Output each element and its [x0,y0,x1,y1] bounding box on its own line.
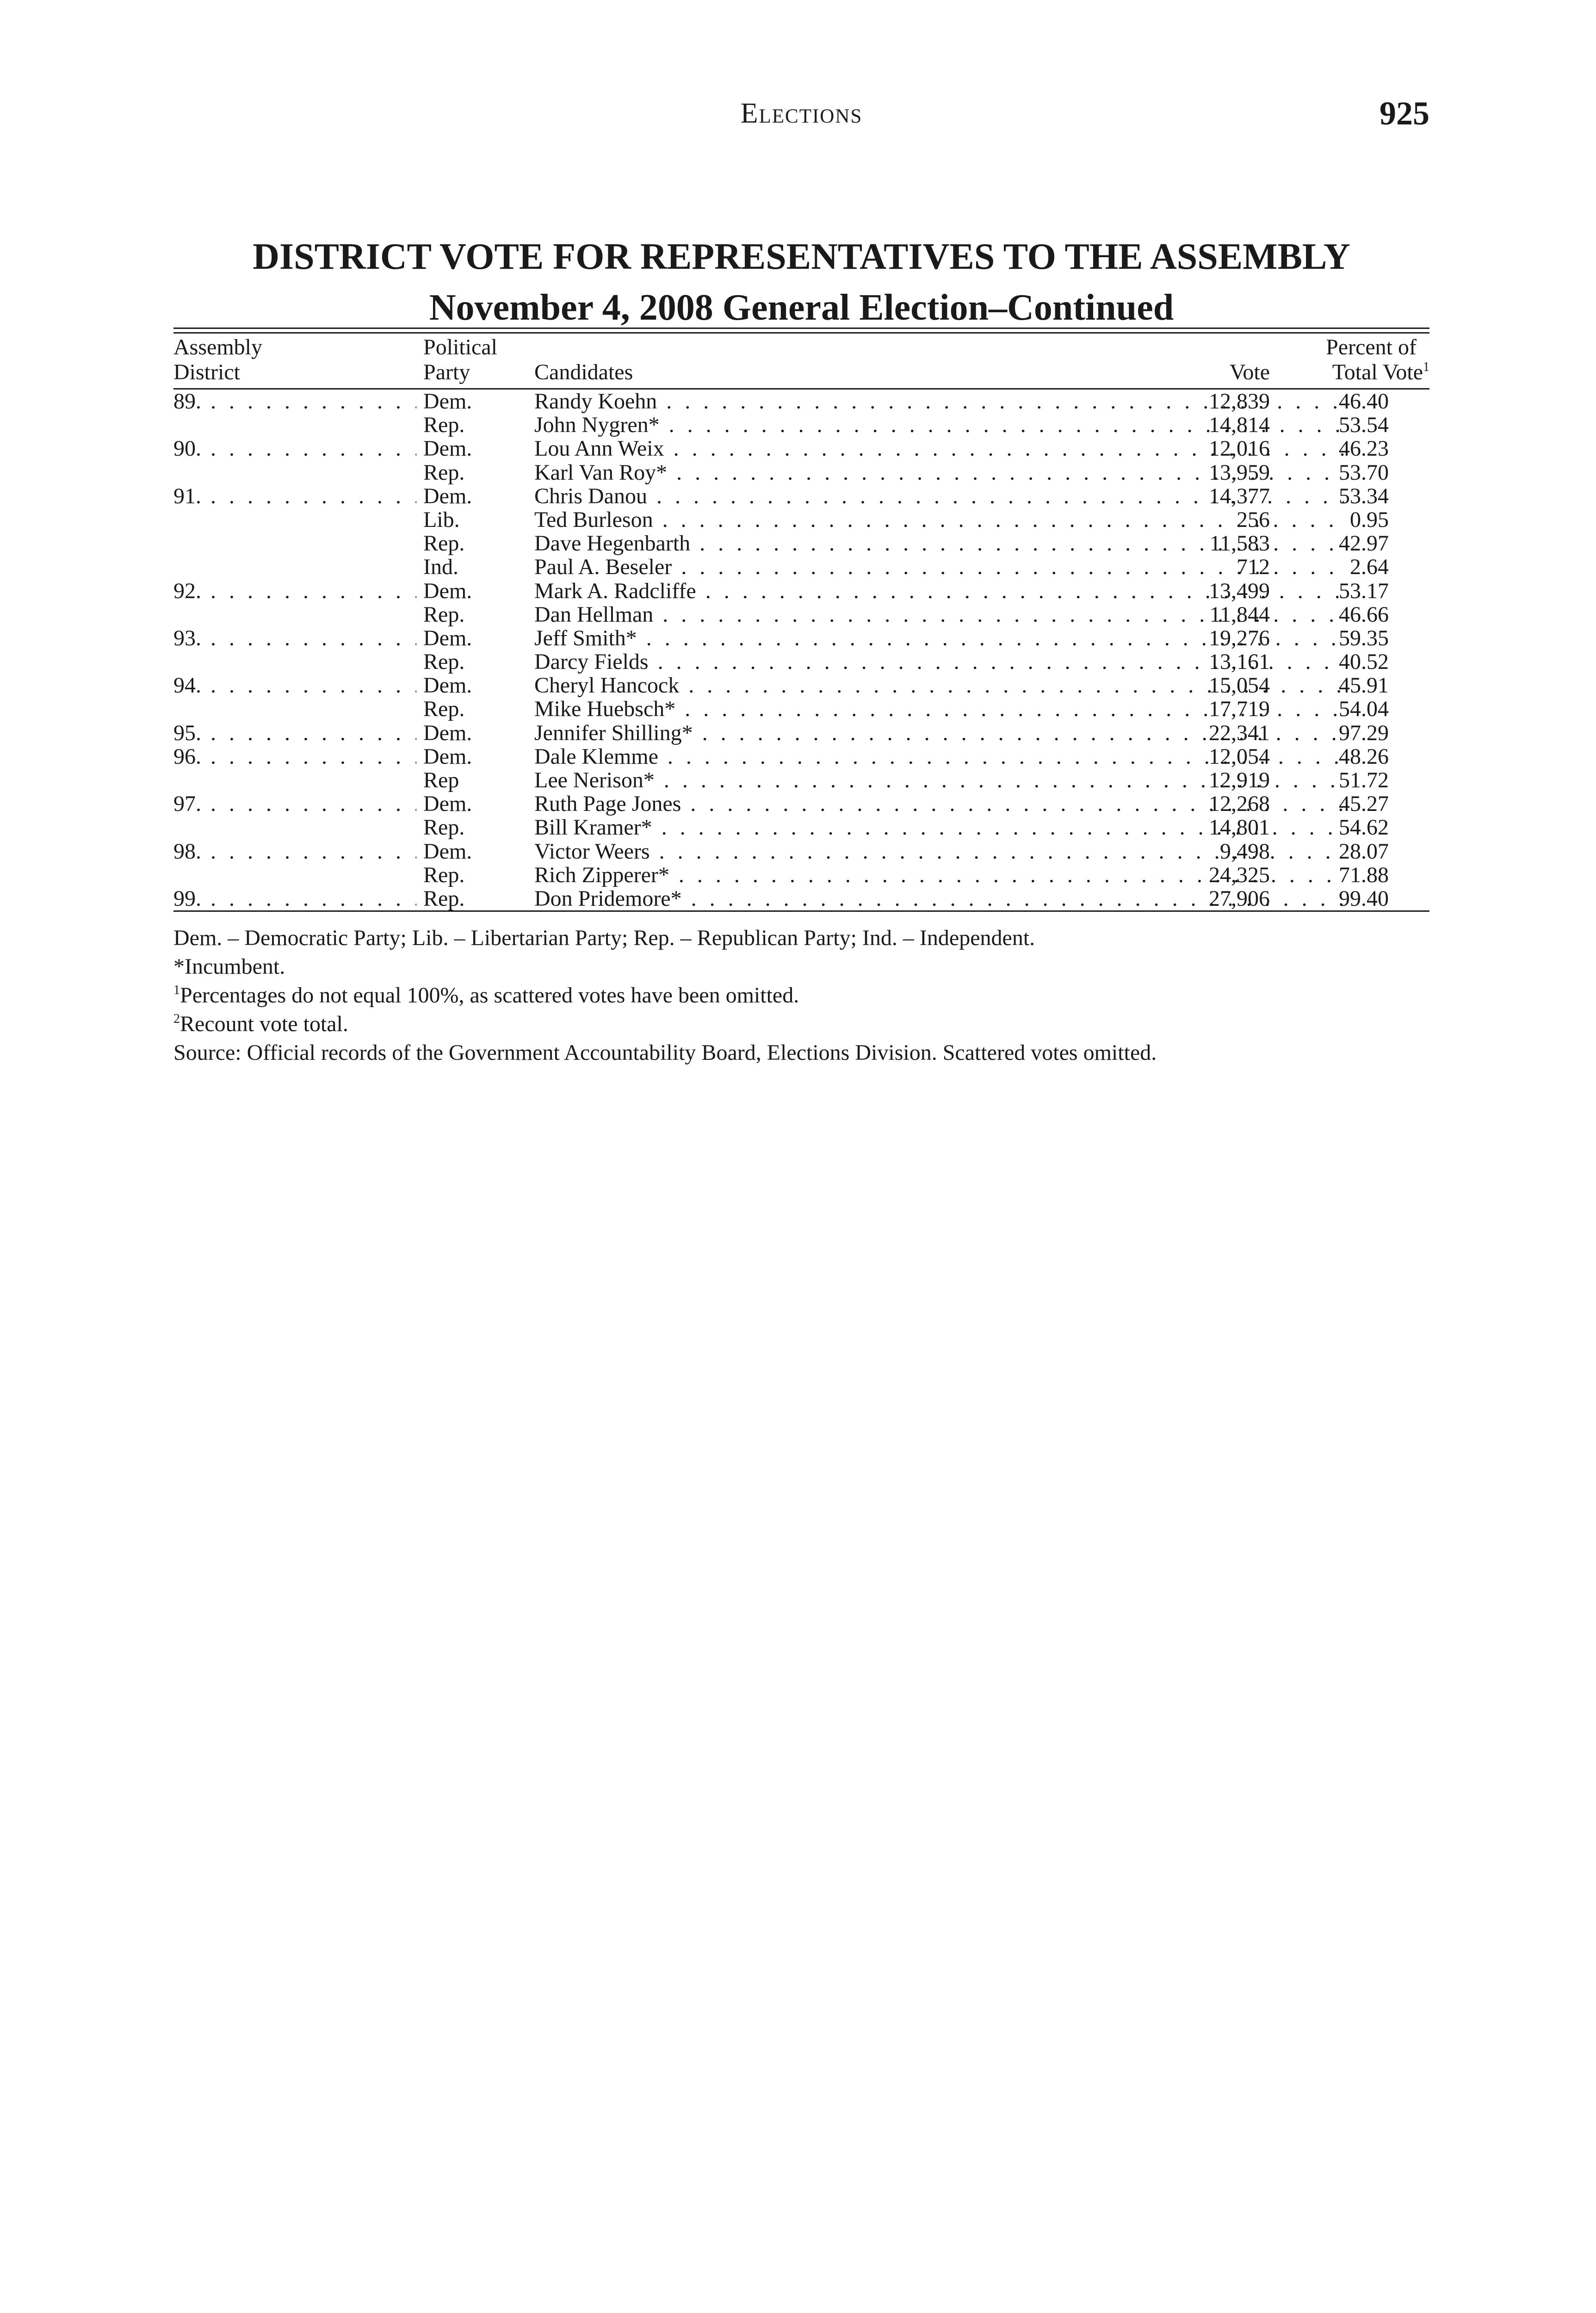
row-vote: 14,377 [1209,483,1270,508]
row-vote: 9,498 [1220,839,1270,864]
row-candidate: Jennifer Shilling* . . . [534,721,1344,745]
table-row [173,413,1429,437]
footnote-2-text: Recount vote total. [180,1012,348,1037]
row-district: 94. . . . [173,674,416,697]
row-district: 96. . . . [173,745,416,768]
row-candidate: Ruth Page Jones . . . [534,792,1344,816]
row-percent: 0.95 [1350,507,1389,532]
row-party: Rep. [423,649,465,674]
row-vote: 14,814 [1209,413,1270,438]
row-percent: 46.23 [1339,436,1389,461]
row-percent: 53.54 [1339,413,1389,438]
table-row [173,863,1429,887]
header-district-line2: District [173,360,240,384]
header-party-line2: Party [423,360,470,384]
header-percent-footnote: 1 [1423,360,1429,374]
header-percent-line2 [1332,359,1429,385]
row-vote: 11,844 [1209,602,1270,627]
row-percent: 45.91 [1339,673,1389,698]
row-percent: 54.04 [1339,697,1389,722]
row-candidate: Paul A. Beseler . . . [534,555,1344,579]
row-vote: 24,325 [1209,862,1270,887]
row-vote: 12,919 [1209,768,1270,792]
row-percent: 28.07 [1339,839,1389,864]
row-party: Dem. [423,839,472,864]
row-percent: 46.66 [1339,602,1389,627]
row-vote: 12,268 [1209,792,1270,816]
row-party: Dem. [423,483,472,508]
row-party: Rep. [423,413,465,438]
row-candidate: Darcy Fields . . . [534,650,1344,674]
row-party: Dem. [423,436,472,461]
table-row [173,697,1429,721]
row-percent: 48.26 [1339,744,1389,769]
row-vote: 256 [1237,507,1270,532]
row-vote: 19,276 [1209,625,1270,650]
title-line-2: November 4, 2008 General Election–Continued [429,287,1174,328]
row-candidate: Ted Burleson . . . [534,508,1344,532]
row-vote: 12,016 [1209,436,1270,461]
row-party: Rep. [423,460,465,485]
row-party: Rep. [423,862,465,887]
row-candidate: Chris Danou . . . [534,484,1344,508]
table-row [173,768,1429,792]
row-percent: 45.27 [1339,792,1389,816]
table-top-rule [173,328,1429,334]
row-vote: 11,583 [1209,531,1270,556]
row-vote: 13,959 [1209,460,1270,485]
row-party: Dem. [423,673,472,698]
row-party: Ind. [423,555,458,580]
row-candidate: Mike Huebsch* . . . [534,697,1344,721]
page-number: 925 [1379,95,1429,132]
results-table [173,328,1429,1067]
table-row [173,816,1429,839]
row-district: 92. . . . [173,579,416,603]
table-row [173,461,1429,484]
header-district-line1: Assembly [173,335,262,359]
running-head [173,97,1429,139]
row-vote: 12,054 [1209,744,1270,769]
row-party: Dem. [423,744,472,769]
note-footnote-2 [173,1010,1429,1039]
row-party: Rep. [423,815,465,840]
table-row [173,745,1429,768]
row-district: 99. . . . [173,887,416,910]
row-party: Lib. [423,507,460,532]
row-vote: 15,054 [1209,673,1270,698]
footnote-2-mark: 2 [173,1012,180,1027]
row-candidate: Jeff Smith* . . . [534,626,1344,650]
note-abbreviations: Dem. – Democratic Party; Lib. – Libertarian Party; Rep. – Republican Party; Ind. – Independent. [173,926,1035,951]
row-vote: 27,906 [1209,886,1270,911]
row-candidate: Rich Zipperer* . . . [534,863,1344,887]
row-district: 97. . . . [173,792,416,816]
row-party: Dem. [423,625,472,650]
row-party: Rep. [423,886,465,911]
row-vote: 12,839 [1209,389,1270,414]
row-percent: 53.34 [1339,483,1389,508]
row-vote: 22,341 [1209,720,1270,745]
row-candidate: John Nygren* . . . [534,413,1344,437]
row-party: Rep [423,768,459,792]
row-candidate: Dave Hegenbarth . . . [534,532,1344,555]
row-percent: 40.52 [1339,649,1389,674]
row-party: Dem. [423,792,472,816]
row-percent: 2.64 [1350,555,1389,580]
table-row [173,840,1429,863]
table-row [173,555,1429,579]
row-party: Dem. [423,720,472,745]
row-percent: 99.40 [1339,886,1389,911]
row-percent: 46.40 [1339,389,1389,414]
row-candidate: Cheryl Hancock . . . [534,674,1344,697]
footnote-1-mark: 1 [173,983,180,998]
table-row [173,887,1429,910]
row-percent: 59.35 [1339,625,1389,650]
header-candidates: Candidates [534,360,633,384]
row-candidate: Lee Nerison* . . . [534,768,1344,792]
row-percent: 53.70 [1339,460,1389,485]
row-percent: 53.17 [1339,578,1389,603]
row-party: Rep. [423,697,465,722]
row-party: Rep. [423,602,465,627]
row-vote: 17,719 [1209,697,1270,722]
row-party: Rep. [423,531,465,556]
note-source: Source: Official records of the Government Accountability Board, Elections Division. Scattered votes omitted. [173,1040,1157,1065]
table-notes [173,924,1429,1067]
row-percent: 54.62 [1339,815,1389,840]
row-candidate: Bill Kramer* . . . [534,816,1344,839]
table-row [173,579,1429,603]
row-percent: 42.97 [1339,531,1389,556]
row-percent: 97.29 [1339,720,1389,745]
table-row [173,626,1429,650]
note-footnote-1 [173,981,1429,1010]
row-candidate: Don Pridemore* . . . [534,887,1344,910]
table-row [173,792,1429,816]
table-row [173,650,1429,674]
table-row [173,390,1429,413]
table-body [173,390,1429,910]
row-vote: 712 [1237,555,1270,580]
row-candidate: Randy Koehn . . . [534,390,1344,413]
note-incumbent: *Incumbent. [173,954,285,979]
header-vote: Vote [1229,360,1270,384]
row-candidate: Mark A. Radcliffe . . . [534,579,1344,603]
row-vote: 13,161 [1209,649,1270,674]
table-row [173,603,1429,626]
row-district: 89. . . . [173,390,416,413]
row-party: Dem. [423,578,472,603]
row-candidate: Karl Van Roy* . . . [534,461,1344,484]
row-district: 91. . . . [173,484,416,508]
row-candidate: Lou Ann Weix . . . [534,437,1344,460]
table-title [173,231,1429,333]
table-row [173,437,1429,460]
running-title: Elections [740,98,863,129]
row-candidate: Dan Hellman . . . [534,603,1344,626]
row-vote: 13,499 [1209,578,1270,603]
row-candidate: Dale Klemme . . . [534,745,1344,768]
row-district: 93. . . . [173,626,416,650]
row-party: Dem. [423,389,472,414]
row-district: 98. . . . [173,840,416,863]
row-district: 90. . . . [173,437,416,460]
row-percent: 51.72 [1339,768,1389,792]
row-candidate: Victor Weers . . . [534,840,1344,863]
table-row [173,674,1429,697]
title-line-1: DISTRICT VOTE FOR REPRESENTATIVES TO THE ASSEMBLY [253,236,1350,277]
table-row [173,484,1429,508]
header-percent-line1: Percent of [1326,335,1417,359]
header-percent-text: Total Vote [1332,360,1423,384]
header-party-line1: Political [423,335,497,359]
table-row [173,508,1429,532]
row-district: 95. . . . [173,721,416,745]
table-header [173,334,1429,388]
row-vote: 14,801 [1209,815,1270,840]
footnote-1-text: Percentages do not equal 100%, as scattered votes have been omitted. [180,983,799,1008]
table-row [173,532,1429,555]
table-row [173,721,1429,745]
row-percent: 71.88 [1339,862,1389,887]
